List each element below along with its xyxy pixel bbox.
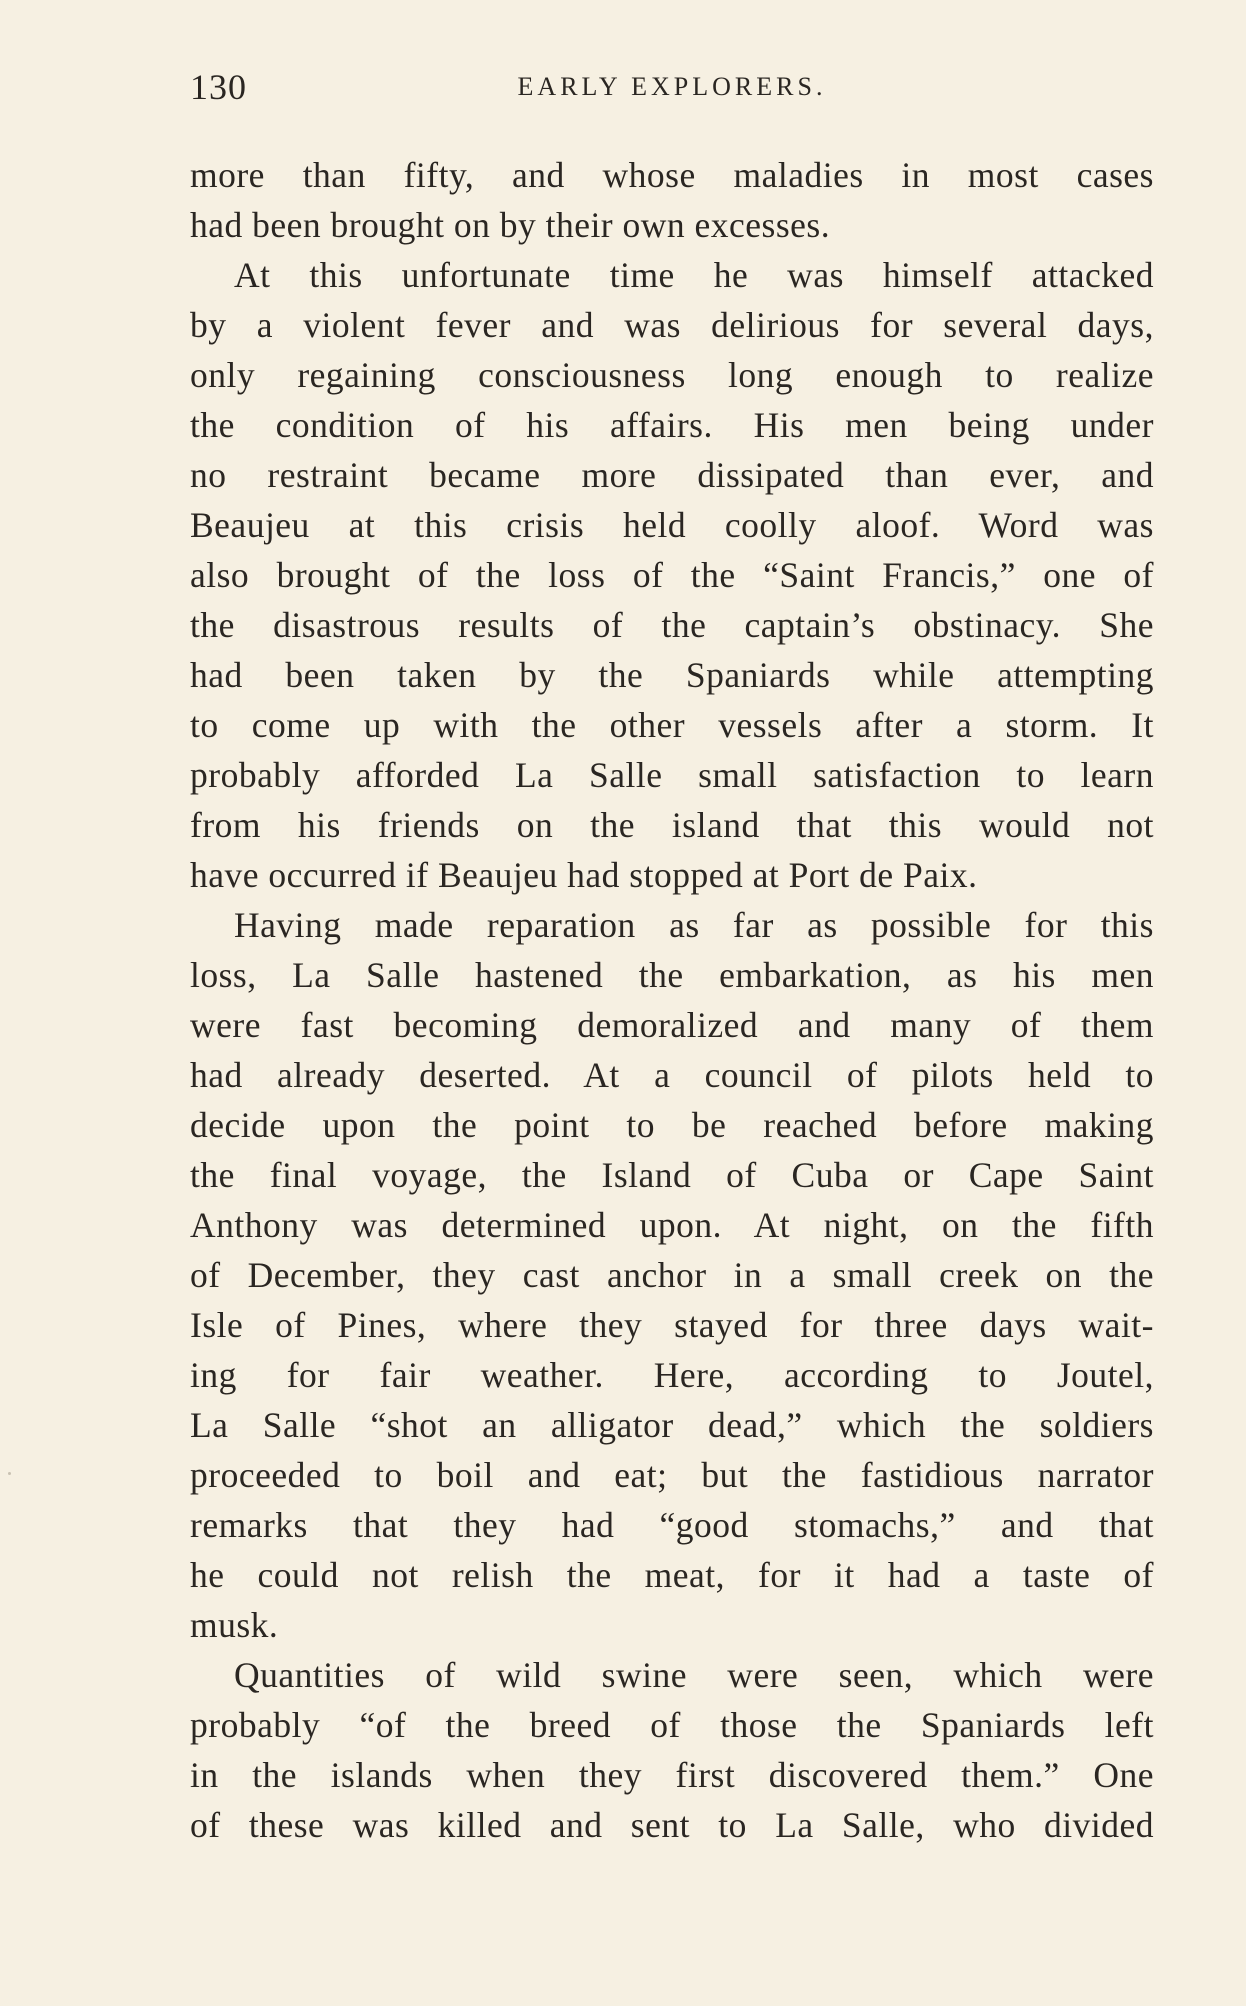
- text-line: Beaujeu at this crisis held coolly aloof. Word was: [190, 505, 1154, 545]
- text-line: Quantities of wild swine were seen, which were: [234, 1655, 1154, 1695]
- text-line: more than fifty, and whose maladies in most cases: [190, 155, 1154, 195]
- text-line: decide upon the point to be reached before making: [190, 1105, 1154, 1145]
- text-line: only regaining consciousness long enough to realize: [190, 355, 1154, 395]
- text-line: Having made reparation as far as possible for this: [234, 905, 1154, 945]
- text-line: of these was killed and sent to La Salle, who divided: [190, 1805, 1154, 1845]
- paper-speck: [8, 1472, 11, 1475]
- text-line: had been brought on by their own excesses.: [190, 205, 831, 245]
- text-line: of December, they cast anchor in a small creek on the: [190, 1255, 1154, 1295]
- text-line: no restraint became more dissipated than ever, and: [190, 455, 1154, 495]
- text-line: also brought of the loss of the “Saint Francis,” one of: [190, 555, 1154, 595]
- text-line: ing for fair weather. Here, according to Joutel,: [190, 1355, 1154, 1395]
- text-line: in the islands when they first discovered them.” One: [190, 1755, 1154, 1795]
- text-line: musk.: [190, 1605, 279, 1645]
- text-line: had been taken by the Spaniards while attempting: [190, 655, 1154, 695]
- text-line: he could not relish the meat, for it had a taste of: [190, 1555, 1154, 1595]
- text-line: the disastrous results of the captain’s obstinacy. She: [190, 605, 1154, 645]
- text-line: Anthony was determined upon. At night, on the fifth: [190, 1205, 1154, 1245]
- text-line: to come up with the other vessels after a storm. It: [190, 705, 1154, 745]
- text-line: the condition of his affairs. His men being under: [190, 405, 1154, 445]
- text-line: probably “of the breed of those the Spaniards left: [190, 1705, 1154, 1745]
- text-line: probably afforded La Salle small satisfaction to learn: [190, 755, 1154, 795]
- text-line: had already deserted. At a council of pilots held to: [190, 1055, 1154, 1095]
- text-line: proceeded to boil and eat; but the fastidious narrator: [190, 1455, 1154, 1495]
- body-text: [190, 150, 1154, 1850]
- text-line: Isle of Pines, where they stayed for three days wait-: [190, 1305, 1154, 1345]
- page-number: 130: [190, 67, 247, 107]
- text-line: the final voyage, the Island of Cuba or Cape Saint: [190, 1155, 1154, 1195]
- text-line: loss, La Salle hastened the embarkation, as his men: [190, 955, 1154, 995]
- text-line: remarks that they had “good stomachs,” and that: [190, 1505, 1154, 1545]
- text-line: La Salle “shot an alligator dead,” which the soldiers: [190, 1405, 1154, 1445]
- text-line: from his friends on the island that this would not: [190, 805, 1154, 845]
- page-header: [190, 66, 1154, 110]
- text-line: were fast becoming demoralized and many of them: [190, 1005, 1154, 1045]
- running-head: EARLY EXPLORERS.: [517, 72, 827, 101]
- text-line: by a violent fever and was delirious for several days,: [190, 305, 1154, 345]
- text-line: At this unfortunate time he was himself attacked: [234, 255, 1154, 295]
- text-line: have occurred if Beaujeu had stopped at Port de Paix.: [190, 855, 978, 895]
